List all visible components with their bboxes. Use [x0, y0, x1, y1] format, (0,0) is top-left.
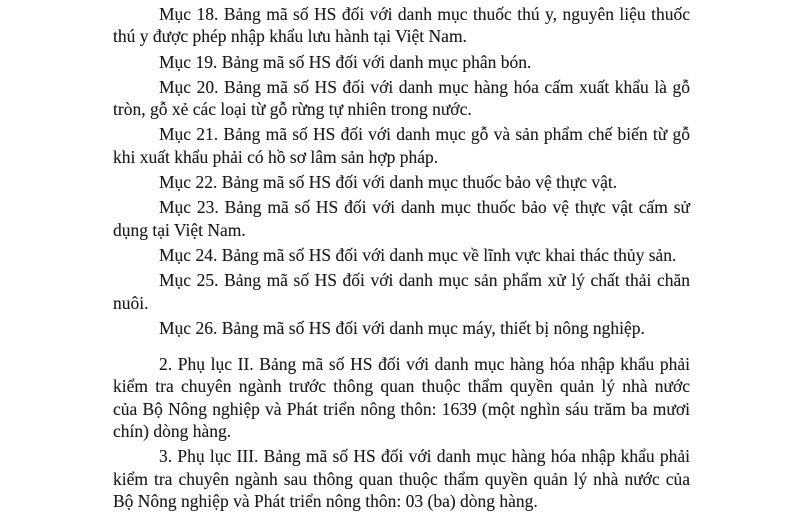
paragraph-phu-luc-2 [113, 353, 690, 442]
document-text-block [113, 3, 690, 512]
text-line: chín) dòng hàng. [113, 421, 232, 442]
text-line: khi xuất khẩu phải có hồ sơ lâm sản hợp pháp. [113, 146, 439, 167]
text-line: Mục 20. Bảng mã số HS đối với danh mục hàng hóa cấm xuất khẩu là gỗ [159, 76, 690, 97]
text-line: Mục 26. Bảng mã số HS đối với danh mục máy, thiết bị nông nghiệp. [159, 317, 645, 338]
paragraph-muc-24 [113, 244, 690, 266]
paragraph-phu-luc-3 [113, 445, 690, 512]
text-line: Mục 19. Bảng mã số HS đối với danh mục phân bón. [159, 51, 532, 72]
text-line: dụng tại Việt Nam. [113, 219, 246, 240]
paragraph-muc-22 [113, 171, 690, 193]
text-line: tròn, gỗ xẻ các loại từ gỗ rừng tự nhiên trong nước. [113, 99, 472, 120]
text-line: Mục 25. Bảng mã số HS đối với danh mục sản phẩm xử lý chất thải chăn [159, 270, 690, 291]
text-line: nuôi. [113, 292, 149, 313]
text-line: 3. Phụ lục III. Bảng mã số HS đối với danh mục hàng hóa nhập khẩu phải [159, 446, 690, 467]
paragraph-muc-26 [113, 317, 690, 339]
text-line: Mục 18. Bảng mã số HS đối với danh mục thuốc thú y, nguyên liệu thuốc [159, 4, 690, 24]
paragraph-muc-23 [113, 196, 690, 241]
text-line: thú y được phép nhập khẩu lưu hành tại Việt Nam. [113, 26, 467, 47]
paragraph-muc-21 [113, 123, 690, 168]
text-line: Mục 21. Bảng mã số HS đối với danh mục gỗ và sản phẩm chế biến từ gỗ [159, 124, 690, 145]
text-line: Mục 22. Bảng mã số HS đối với danh mục thuốc bảo vệ thực vật. [159, 172, 618, 193]
paragraph-muc-20 [113, 76, 690, 121]
paragraph-muc-18 [113, 3, 690, 48]
text-line: kiểm tra chuyên ngành sau thông quan thuộc thẩm quyền quản lý nhà nước của [113, 468, 690, 489]
text-line: Mục 24. Bảng mã số HS đối với danh mục về lĩnh vực khai thác thủy sản. [159, 244, 677, 265]
text-line: của Bộ Nông nghiệp và Phát triển nông thôn: 1639 (một nghìn sáu trăm ba mươi [113, 398, 690, 419]
text-line: Mục 23. Bảng mã số HS đối với danh mục thuốc bảo vệ thực vật cấm sử [159, 197, 690, 218]
text-line: kiểm tra chuyên ngành trước thông quan thuộc thẩm quyền quản lý nhà nước [113, 376, 690, 397]
text-line: Bộ Nông nghiệp và Phát triển nông thôn: 03 (ba) dòng hàng. [113, 490, 538, 511]
paragraph-muc-19 [113, 51, 690, 73]
text-line: 2. Phụ lục II. Bảng mã số HS đối với danh mục hàng hóa nhập khẩu phải [159, 354, 690, 375]
paragraph-muc-25 [113, 269, 690, 314]
